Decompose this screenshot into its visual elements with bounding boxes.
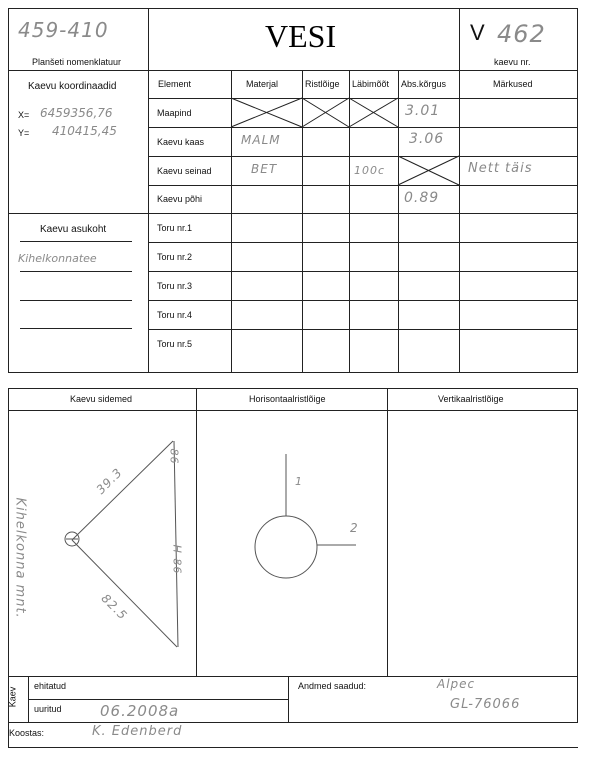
- col-header-ristloige: Ristlõige: [305, 79, 340, 89]
- uuritud-label: uuritud: [34, 704, 62, 714]
- koostas-label: Koostas:: [9, 728, 45, 738]
- materjal-kaas: MALM: [241, 133, 281, 147]
- col-header-labimoot: Läbimõõt: [352, 79, 390, 89]
- sketch-dist-lower: 82.5: [98, 591, 131, 623]
- x-value: 6459356,76: [40, 106, 113, 120]
- coords-label: Kaevu koordinaadid: [28, 81, 117, 92]
- section-horisontaal: Horisontaalristlõige: [249, 394, 326, 404]
- page-title: VESI: [265, 18, 337, 54]
- row-element: Maapind: [157, 108, 192, 118]
- sketch-right-mid: H 86: [170, 544, 184, 575]
- well-prefix: V: [470, 20, 485, 45]
- materjal-seinad: BET: [251, 162, 278, 176]
- abs-maapind: 3.01: [405, 103, 441, 119]
- sheet-label: Planšeti nomenklatuur: [32, 57, 122, 67]
- col-header-abs: Abs.kõrgus: [401, 79, 447, 89]
- section-vertikaal: Vertikaalristlõige: [438, 394, 504, 404]
- pipe-1-label: 1: [295, 475, 303, 488]
- row-element: Kaevu seinad: [157, 166, 212, 176]
- labimoot-seinad: 100c: [354, 164, 386, 177]
- well-label: kaevu nr.: [494, 57, 531, 67]
- row-element: Toru nr.4: [157, 310, 193, 320]
- andmed-value-2: GL-76066: [450, 697, 521, 712]
- x-label: X=: [18, 110, 30, 120]
- sketch-side-text: Kihelkonna mnt.: [12, 497, 28, 619]
- col-header-materjal: Materjal: [246, 79, 279, 89]
- andmed-label: Andmed saadud:: [298, 681, 367, 691]
- koostas-value: K. Edenberd: [92, 724, 183, 739]
- pipe-2-label: 2: [350, 521, 359, 535]
- markused-seinad: Nett täis: [468, 161, 533, 176]
- well-number: 462: [497, 20, 546, 48]
- col-header-markused: Märkused: [493, 79, 533, 89]
- row-element: Toru nr.2: [157, 252, 193, 262]
- andmed-value-1: Alpec: [437, 677, 476, 691]
- y-label: Y=: [18, 128, 30, 138]
- row-element: Toru nr.1: [157, 223, 193, 233]
- sketch-right-top: 86: [167, 448, 181, 465]
- ehitatud-label: ehitatud: [34, 681, 67, 691]
- row-element: Toru nr.3: [157, 281, 193, 291]
- kaev-label: Kaev: [7, 686, 18, 708]
- row-element: Kaevu põhi: [157, 194, 203, 204]
- location-label: Kaevu asukoht: [40, 224, 107, 235]
- abs-kaas: 3.06: [409, 131, 445, 147]
- abs-pohi: 0.89: [404, 190, 440, 206]
- uuritud-date: 06.2008a: [100, 702, 180, 720]
- section-sidemed: Kaevu sidemed: [70, 394, 133, 404]
- location-value: Kihelkonnatee: [18, 252, 97, 265]
- sketch-dist-upper: 39.3: [93, 465, 126, 497]
- row-element: Toru nr.5: [157, 339, 193, 349]
- row-element: Kaevu kaas: [157, 137, 205, 147]
- y-value: 410415,45: [52, 124, 117, 138]
- col-header-element: Element: [158, 79, 192, 89]
- sheet-number: 459-410: [18, 18, 109, 42]
